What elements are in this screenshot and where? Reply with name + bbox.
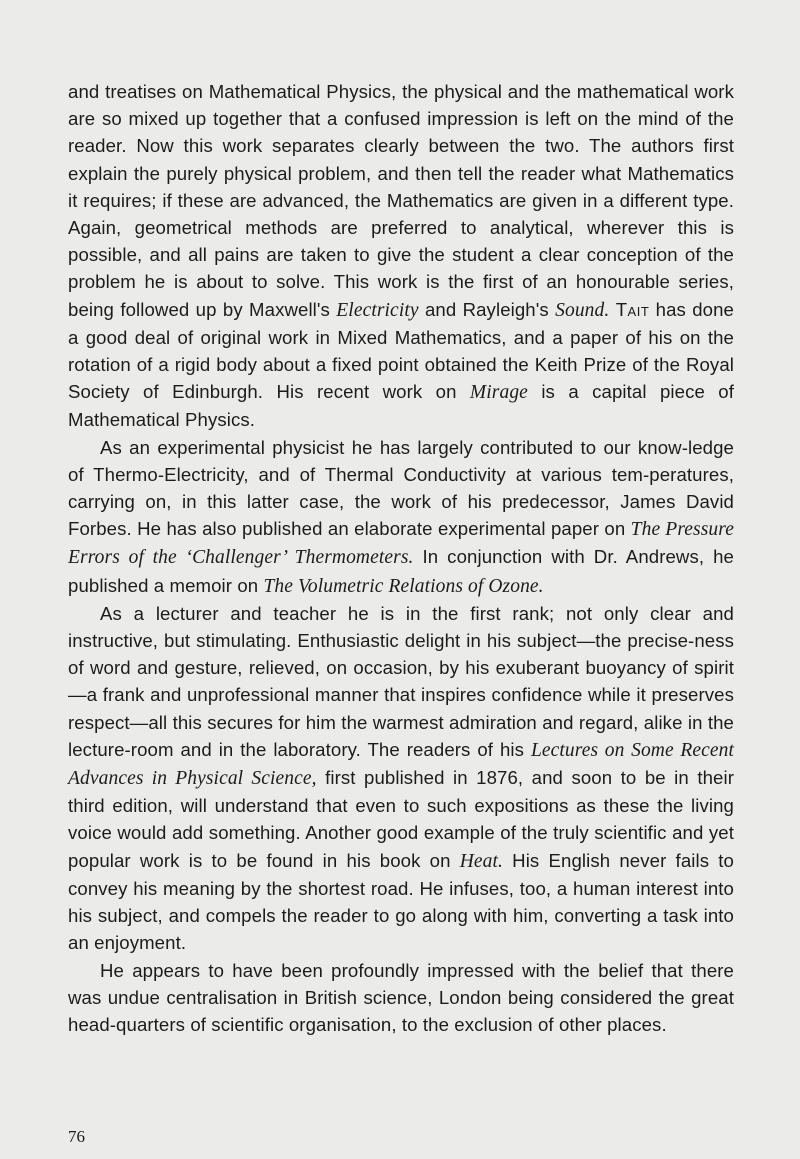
italic-title: The Volumetric Relations of Ozone. <box>263 575 544 597</box>
italic-title: Heat. <box>459 850 503 872</box>
italic-title: Electricity <box>336 299 419 321</box>
italic-title: Sound. <box>555 299 610 321</box>
text-run: has done a good deal of original work in Mixed Mathematics, and a paper of his on the rotation of a rigid body about a fixed point obtained the Keith Prize of the Royal Society of Edinburgh. His recent work on <box>68 298 734 403</box>
text-run: As an experimental physicist he has largely contributed to our know-ledge of Thermo-Electricity, and of Thermal Conductivity at various tem-peratures, carrying on, in this latter case, the work of his predecessor, James David Forbes. He has also published an elaborate experimental paper on <box>68 436 734 540</box>
paragraph <box>68 78 734 434</box>
body-text <box>68 78 734 1038</box>
text-run: and treatises on Mathematical Physics, the physical and the mathematical work are so mixed up together that a confused impression is left on the mind of the reader. Now this work separates clearly between the two. The authors first explain the purely physical problem, and then tell the reader what Mathematics it requires; if these are advanced, the Mathematics are given in a different type. Again, geometrical methods are preferred to analytical, wherever this is possible, and all pains are taken to give the student a clear conception of the problem he is about to solve. This work is the first of an honourable series, being followed up by Maxwell's <box>68 81 734 320</box>
text-run: His English never fails to convey his meaning by the shortest road. He infuses, too, a human interest into his subject, and compels the reader to go along with him, converting a task into an enjoyment. <box>68 849 734 954</box>
page-number: 76 <box>68 1127 85 1146</box>
italic-title: Lectures on Some Recent Advances in Physical Science, <box>68 739 734 790</box>
paragraph <box>68 600 734 957</box>
smallcaps-name: Tait <box>615 298 650 320</box>
text-run: As a lecturer and teacher he is in the first rank; not only clear and instructive, but stimulating. Enthusiastic delight in his subject—the precise-ness of word and gesture, relieved, on occasion, by his exuberant buoyancy of spirit—a frank and unprofessional manner that inspires confidence while it preserves respect—all this secures for him the warmest admiration and regard, alike in the lecture-room and in the laboratory. The readers of his <box>68 602 734 760</box>
text-run: first published in 1876, and soon to be in their third edition, will understand that even to such expositions as these the living voice would add something. Another good example of the truly scientific and yet popular work is to be found in his book on <box>68 767 735 871</box>
italic-title: The Pressure Errors of the ‘Challenger’ Thermometers. <box>68 519 734 569</box>
italic-title: Mirage <box>469 382 528 404</box>
text-run: and Rayleigh's <box>418 298 556 320</box>
text-run: He appears to have been profoundly impressed with the belief that there was undue centralisation in British science, London being considered the great head-quarters of scientific organisation, to the exclusion of other places. <box>68 959 734 1035</box>
paragraph <box>68 434 734 600</box>
paragraph <box>68 957 734 1039</box>
text-run: In conjunction with Dr. Andrews, he published a memoir on <box>68 546 734 596</box>
text-run: is a capital piece of Mathematical Physics. <box>68 381 734 431</box>
